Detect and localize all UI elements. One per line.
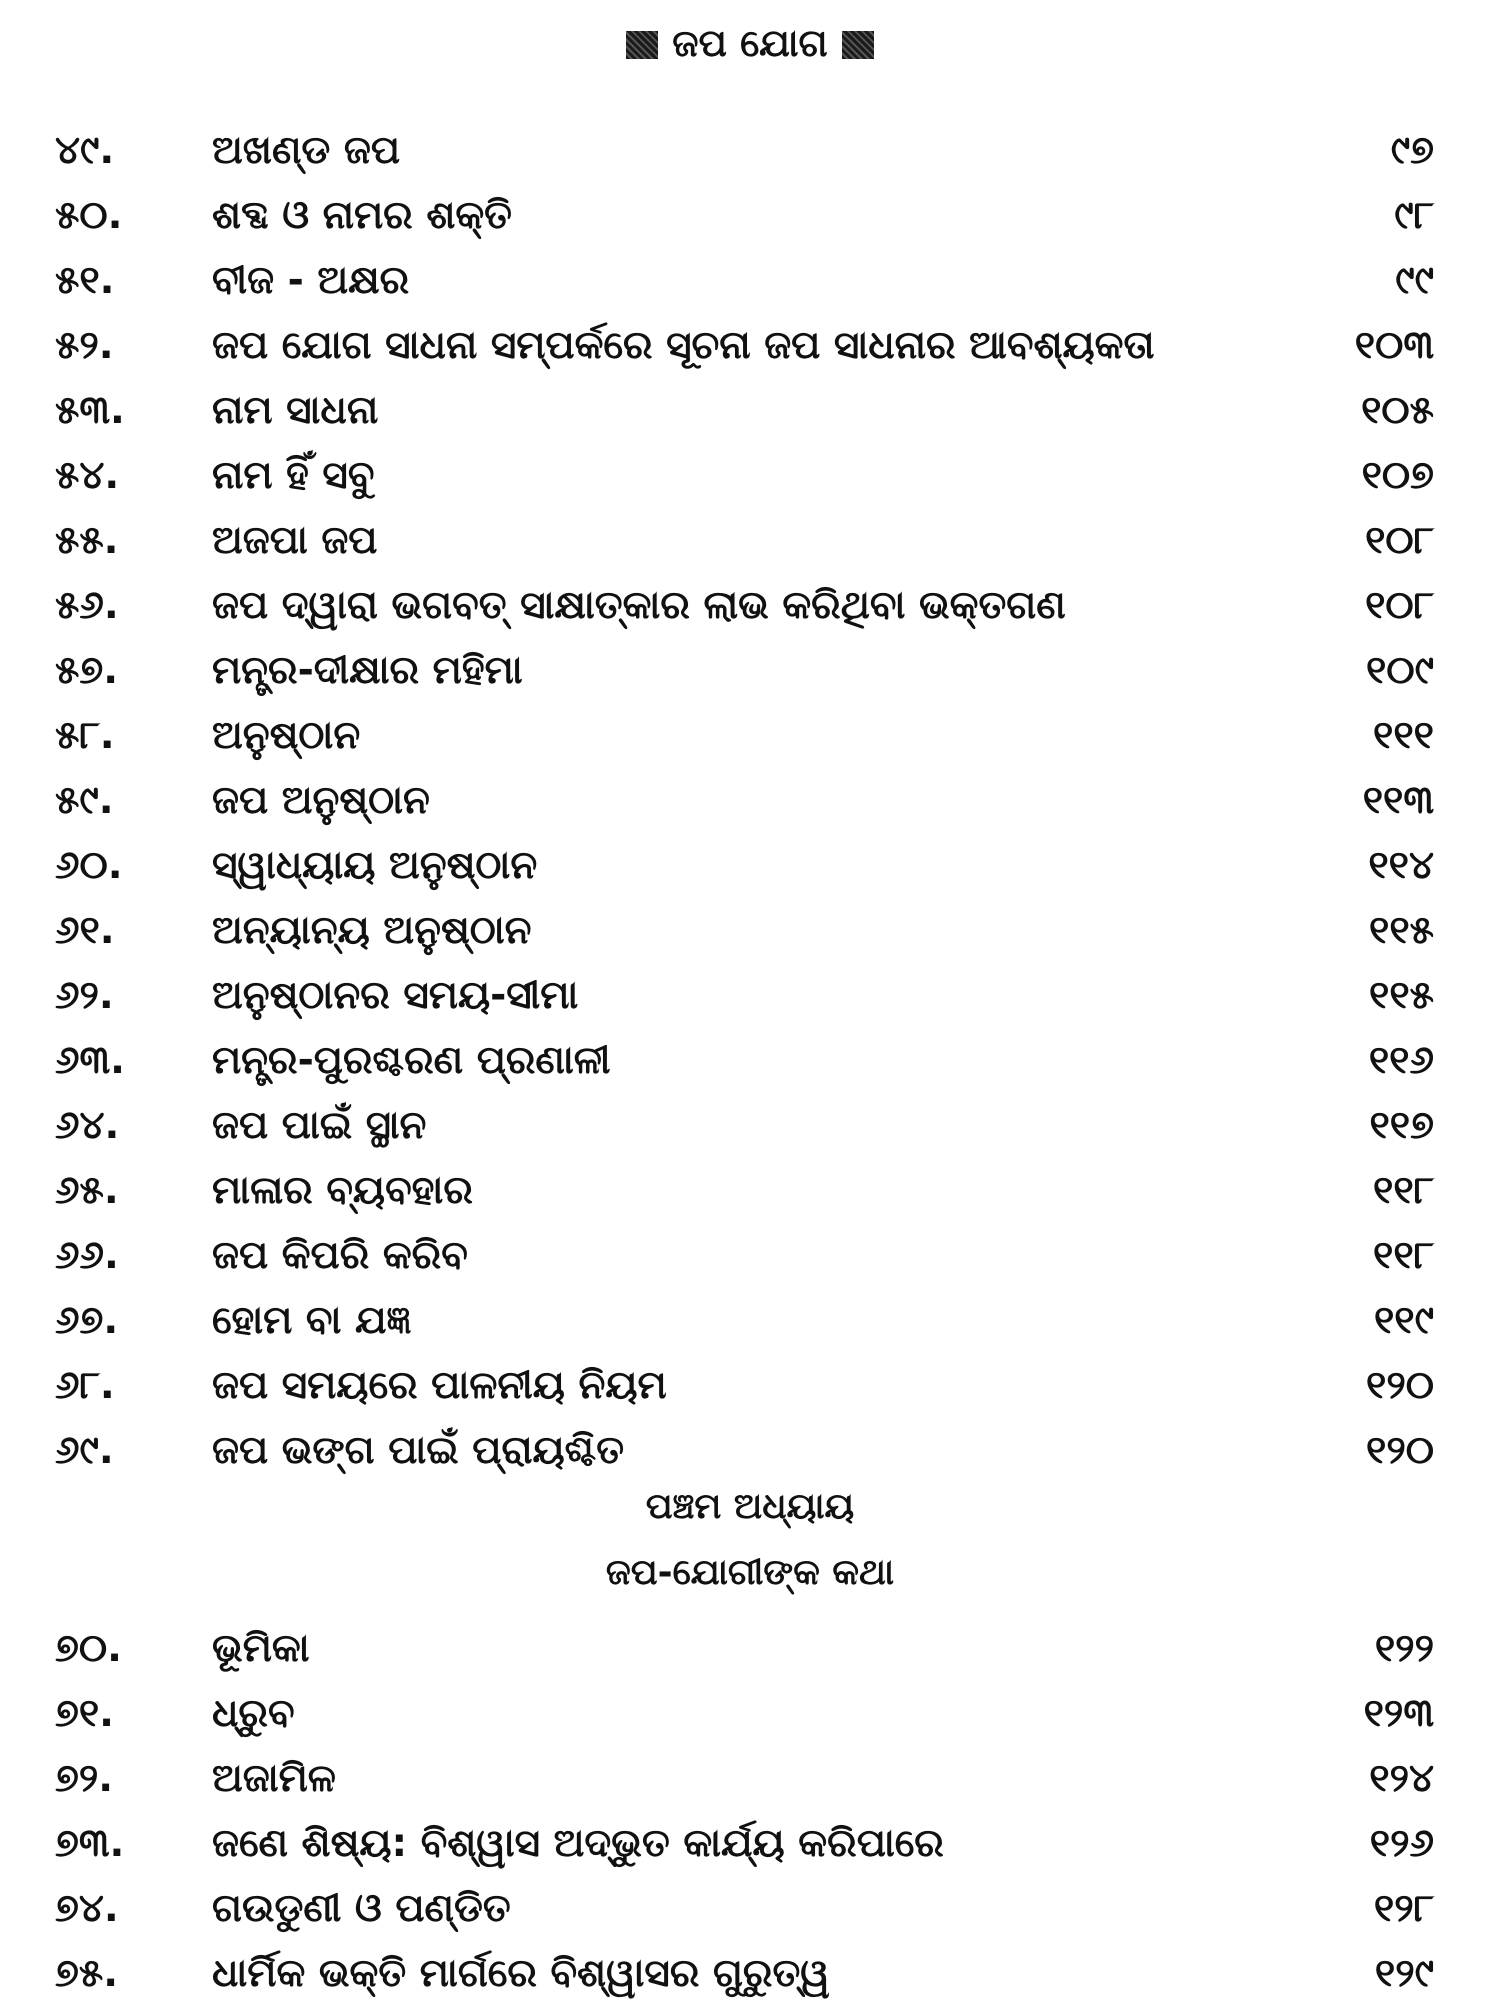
entry-title: ଅନୁଷ୍ଠାନର ସମୟ-ସୀମା — [212, 973, 579, 1018]
toc-list-part-five — [0, 1616, 1500, 2006]
entry-page: ୧୦୭ — [1361, 453, 1434, 498]
entry-number: ୭୧. — [55, 1691, 115, 1736]
toc-entry — [0, 833, 1500, 898]
entry-number: ୭୦. — [55, 1626, 122, 1671]
entry-page: ୧୨୦ — [1366, 1363, 1434, 1408]
entry-number: ୭୩. — [55, 1821, 125, 1866]
entry-number: ୫୧. — [55, 258, 115, 303]
entry-title: ଅଜାମିଳ — [212, 1756, 336, 1801]
toc-entry — [0, 1616, 1500, 1681]
toc-entry — [0, 443, 1500, 508]
entry-title: ବୀଜ - ଅକ୍ଷର — [212, 258, 410, 303]
toc-entry — [0, 508, 1500, 573]
entry-number: ୫୮. — [55, 713, 115, 758]
entry-page: ୯୯ — [1395, 258, 1434, 303]
toc-entry — [0, 378, 1500, 443]
toc-entry — [0, 963, 1500, 1028]
toc-entry — [0, 1876, 1500, 1941]
entry-page: ୧୧୩ — [1362, 778, 1434, 823]
entry-title: ମନ୍ତ୍ର-ଦୀକ୍ଷାର ମହିମା — [212, 648, 523, 693]
toc-entry — [0, 313, 1500, 378]
toc-entry — [0, 1811, 1500, 1876]
entry-page: ୧୧୫ — [1369, 908, 1434, 953]
entry-title: ଜଣେ ଶିଷ୍ୟ: ବିଶ୍ୱାସ ଅଦ୍ଭୁତ କାର୍ଯ୍ୟ କରିପାରେ — [212, 1821, 944, 1866]
entry-number: ୬୮. — [55, 1363, 115, 1408]
entry-page: ୧୨୬ — [1369, 1821, 1434, 1866]
toc-entry — [0, 183, 1500, 248]
toc-entry — [0, 1158, 1500, 1223]
entry-number: ୫୦. — [55, 193, 123, 238]
entry-page: ୧୧୪ — [1368, 843, 1434, 888]
part-subheading: ଜପ-ଯୋଗୀଙ୍କ କଥା — [605, 1552, 895, 1593]
entry-page: ୧୨୯ — [1374, 1951, 1434, 1996]
entry-title: ଜପ ଯୋଗ ସାଧନା ସମ୍ପର୍କରେ ସୂଚନା ଜପ ସାଧନାର ଆବଶ୍ୟକତା — [212, 323, 1155, 368]
entry-title: ମନ୍ତ୍ର-ପୁରଶ୍ଚରଣ ପ୍ରଣାଳୀ — [212, 1038, 611, 1083]
entry-title: ନାମ ହିଁ ସବୁ — [212, 453, 375, 498]
entry-page: ୧୦୫ — [1361, 388, 1434, 433]
entry-number: ୬୭. — [55, 1298, 119, 1343]
entry-number: ୪୯. — [55, 128, 115, 173]
entry-page: ୧୨୩ — [1363, 1691, 1434, 1736]
entry-title: ଅଖଣ୍ଡ ଜପ — [212, 128, 401, 173]
toc-entry — [0, 573, 1500, 638]
entry-number: ୬୪. — [55, 1103, 120, 1148]
entry-title: ସ୍ୱାଧ୍ୟାୟ ଅନୁଷ୍ଠାନ — [212, 843, 538, 888]
entry-number: ୬୩. — [55, 1038, 125, 1083]
entry-title: ଭୂମିକା — [212, 1626, 310, 1671]
toc-entry — [0, 1418, 1500, 1483]
entry-title: ଜପ ଦ୍ୱାରା ଭଗବତ୍ ସାକ୍ଷାତ୍କାର ଲାଭ କରିଥିବା ଭକ୍ତଗଣ — [212, 583, 1066, 628]
entry-page: ୯୭ — [1390, 128, 1434, 173]
square-ornament-icon — [842, 31, 874, 59]
entry-page: ୧୧୮ — [1373, 1168, 1434, 1213]
toc-entry — [0, 1028, 1500, 1093]
toc-entry — [0, 768, 1500, 833]
toc-entry — [0, 638, 1500, 703]
toc-entry — [0, 898, 1500, 963]
entry-number: ୫୬. — [55, 583, 119, 628]
entry-title: ଅନୁଷ୍ଠାନ — [212, 713, 361, 758]
entry-title: ଧାର୍ମିକ ଭକ୍ତି ମାର୍ଗରେ ବିଶ୍ୱାସର ଗୁରୁତ୍ୱ — [212, 1951, 830, 1996]
entry-page: ୧୨୪ — [1369, 1756, 1434, 1801]
entry-page: ୧୦୯ — [1366, 648, 1434, 693]
entry-title: ଶବ୍ଦ ଓ ନାମର ଶକ୍ତି — [212, 193, 512, 238]
entry-number: ୫୪. — [55, 453, 120, 498]
entry-page: ୯୮ — [1394, 193, 1434, 238]
toc-entry — [0, 1941, 1500, 2006]
toc-entry — [0, 1288, 1500, 1353]
entry-page: ୧୧୯ — [1373, 1298, 1434, 1343]
entry-title: ମାଳାର ବ୍ୟବହାର — [212, 1168, 473, 1213]
entry-number: ୫୫. — [55, 518, 119, 563]
entry-page: ୧୧୧ — [1373, 713, 1434, 758]
square-ornament-icon — [626, 31, 658, 59]
entry-title: ଜପ ଭଙ୍ଗ ପାଇଁ ପ୍ରାୟଶ୍ଚିତ — [212, 1428, 625, 1473]
entry-title: ଅନ୍ୟାନ୍ୟ ଅନୁଷ୍ଠାନ — [212, 908, 532, 953]
entry-page: ୧୧୫ — [1369, 973, 1434, 1018]
entry-page: ୧୧୬ — [1368, 1038, 1434, 1083]
entry-number: ୬୨. — [55, 973, 114, 1018]
toc-entry — [0, 248, 1500, 313]
entry-number: ୬୯. — [55, 1428, 114, 1473]
entry-page: ୧୨୦ — [1366, 1428, 1434, 1473]
entry-title: ଗଉଡୁଣୀ ଓ ପଣ୍ଡିତ — [212, 1886, 511, 1931]
entry-title: ନାମ ସାଧନା — [212, 388, 379, 433]
toc-list — [0, 118, 1500, 1483]
entry-number: ୫୭. — [55, 648, 119, 693]
entry-page: ୧୦୮ — [1365, 518, 1434, 563]
entry-page: ୧୦୮ — [1365, 583, 1434, 628]
entry-number: ୫୯. — [55, 778, 114, 823]
section-title: ଜପ ଯୋଗ — [672, 21, 828, 65]
entry-number: ୫୨. — [55, 323, 114, 368]
entry-number: ୭୨. — [55, 1756, 114, 1801]
entry-title: ଜପ ସମୟରେ ପାଳନୀୟ ନିୟମ — [212, 1363, 667, 1408]
entry-page: ୧୨୨ — [1374, 1626, 1434, 1671]
toc-entry — [0, 1093, 1500, 1158]
toc-entry — [0, 118, 1500, 183]
entry-title: ଅଜପା ଜପ — [212, 518, 378, 563]
entry-number: ୫୩. — [55, 388, 125, 433]
entry-page: ୧୧୮ — [1373, 1233, 1434, 1278]
entry-page: ୧୨୮ — [1373, 1886, 1434, 1931]
entry-page: ୧୧୭ — [1369, 1103, 1434, 1148]
toc-entry — [0, 1746, 1500, 1811]
entry-title: ଧ୍ରୁବ — [212, 1691, 295, 1736]
entry-number: ୭୪. — [55, 1886, 119, 1931]
entry-page: ୧୦୩ — [1354, 323, 1434, 368]
entry-number: ୬୬. — [55, 1233, 119, 1278]
entry-number: ୭୫. — [55, 1951, 119, 1996]
part-heading: ପଞ୍ଚମ ଅଧ୍ୟାୟ — [645, 1486, 855, 1527]
entry-title: ଜପ ଅନୁଷ୍ଠାନ — [212, 778, 430, 823]
toc-entry — [0, 1353, 1500, 1418]
entry-title: ଜପ କିପରି କରିବ — [212, 1233, 468, 1278]
toc-entry — [0, 1681, 1500, 1746]
entry-number: ୬୫. — [55, 1168, 119, 1213]
entry-number: ୬୧. — [55, 908, 115, 953]
entry-title: ହୋମ ବା ଯଜ୍ଞ — [212, 1298, 412, 1343]
section-header — [0, 18, 1500, 68]
entry-title: ଜପ ପାଇଁ ସ୍ଥାନ — [212, 1103, 427, 1148]
toc-entry — [0, 703, 1500, 768]
toc-entry — [0, 1223, 1500, 1288]
entry-number: ୬୦. — [55, 843, 123, 888]
